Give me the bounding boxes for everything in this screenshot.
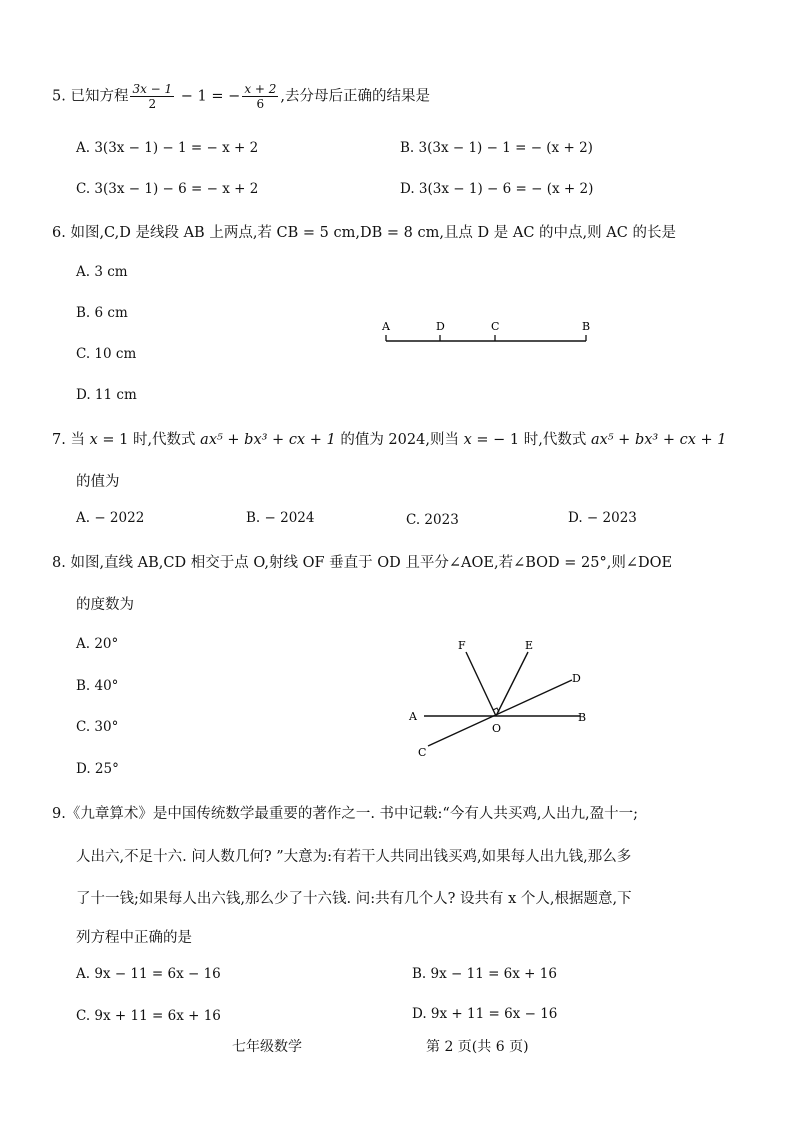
label-o: O: [492, 722, 502, 735]
q8-angle-figure: [400, 632, 600, 762]
q9-option-d: D. 9x + 11 = 6x − 16: [412, 1006, 558, 1022]
q8-stem-line2: 的度数为: [76, 597, 134, 613]
footer-page-number: 第 2 页(共 6 页): [426, 1039, 529, 1055]
q5-frac1-num: 3x − 1: [132, 82, 173, 96]
q6-option-b: B. 6 cm: [76, 305, 128, 321]
q6-segment-figure: [376, 316, 596, 350]
q5-frac1-den: 2: [148, 97, 157, 111]
label-a: A: [409, 710, 417, 723]
q7-text-a: 7. 当: [52, 432, 90, 448]
q5-stem: [52, 82, 430, 111]
label-c: C: [418, 746, 427, 759]
q6-option-a: A. 3 cm: [76, 264, 128, 280]
q7-option-a: A. − 2022: [76, 510, 145, 526]
q5-frac2-den: 6: [256, 97, 265, 111]
q7-var-x-2: x: [463, 432, 472, 448]
q7-option-b: B. − 2024: [246, 510, 315, 526]
ray-of: [466, 652, 496, 716]
ray-oe: [496, 652, 528, 716]
label-b: B: [578, 711, 587, 724]
q8-option-b: B. 40°: [76, 678, 119, 694]
q7-option-d: D. − 2023: [568, 510, 637, 526]
q6-option-c: C. 10 cm: [76, 346, 137, 362]
q6-option-d: D. 11 cm: [76, 387, 137, 403]
q9-option-a: A. 9x − 11 = 6x − 16: [76, 966, 221, 982]
label-c: C: [491, 320, 500, 333]
q5-middle: − 1 = −: [176, 88, 241, 105]
q7-text-f: = − 1 时,代数式: [471, 432, 591, 448]
q7-stem-line1: [52, 428, 726, 449]
q5-prefix: 5. 已知方程: [52, 88, 129, 105]
q9-option-c: C. 9x + 11 = 6x + 16: [76, 1008, 221, 1024]
q8-option-a: A. 20°: [76, 636, 119, 652]
q9-stem-line4: 列方程中正确的是: [76, 930, 192, 946]
q7-expression-2: ax⁵ + bx³ + cx + 1: [590, 432, 727, 448]
q5-option-b: B. 3(3x − 1) − 1 = − (x + 2): [400, 140, 593, 156]
q7-var-x: x: [89, 432, 98, 448]
label-e: E: [525, 639, 534, 652]
q7-text-c: = 1 时,代数式: [97, 432, 201, 448]
q9-stem-line3: 了十一钱;如果每人出六钱,那么少了十六钱. 问:共有几个人? 设共有 x 个人,根据题意,下: [76, 891, 632, 907]
q9-option-b: B. 9x − 11 = 6x + 16: [412, 966, 557, 982]
label-b: B: [582, 320, 591, 333]
q8-option-c: C. 30°: [76, 719, 119, 735]
label-a: A: [382, 320, 390, 333]
q8-option-d: D. 25°: [76, 761, 119, 777]
q7-option-c: C. 2023: [406, 512, 459, 528]
q9-stem-line1: 9.《九章算术》是中国传统数学最重要的著作之一. 书中记载:“今有人共买鸡,人出九,盈十一;: [52, 806, 638, 822]
label-d: D: [436, 320, 445, 333]
label-d: D: [572, 672, 581, 685]
q5-option-a: A. 3(3x − 1) − 1 = − x + 2: [76, 140, 259, 156]
q7-expression-1: ax⁵ + bx³ + cx + 1: [200, 432, 336, 448]
q5-option-c: C. 3(3x − 1) − 6 = − x + 2: [76, 181, 259, 197]
line-cd: [428, 680, 572, 746]
q5-option-d: D. 3(3x − 1) − 6 = − (x + 2): [400, 181, 594, 197]
q5-fraction-2: [242, 82, 278, 111]
q6-stem: 6. 如图,C,D 是线段 AB 上两点,若 CB = 5 cm,DB = 8 cm,且点 D 是 AC 的中点,则 AC 的长是: [52, 225, 676, 241]
q7-stem-line2: 的值为: [76, 474, 120, 490]
q7-text-d: 的值为 2024,则当: [335, 432, 464, 448]
footer-subject: 七年级数学: [232, 1039, 302, 1055]
q5-suffix: ,去分母后正确的结果是: [280, 88, 431, 105]
q8-stem-line1: 8. 如图,直线 AB,CD 相交于点 O,射线 OF 垂直于 OD 且平分∠AOE,若∠BOD = 25°,则∠DOE: [52, 555, 673, 571]
label-f: F: [458, 639, 466, 652]
q5-frac2-num: x + 2: [244, 82, 277, 96]
q5-fraction-1: [130, 82, 174, 111]
q9-stem-line2: 人出六,不足十六. 问人数几何? ”大意为:有若干人共同出钱买鸡,如果每人出九钱,那么多: [76, 849, 632, 865]
